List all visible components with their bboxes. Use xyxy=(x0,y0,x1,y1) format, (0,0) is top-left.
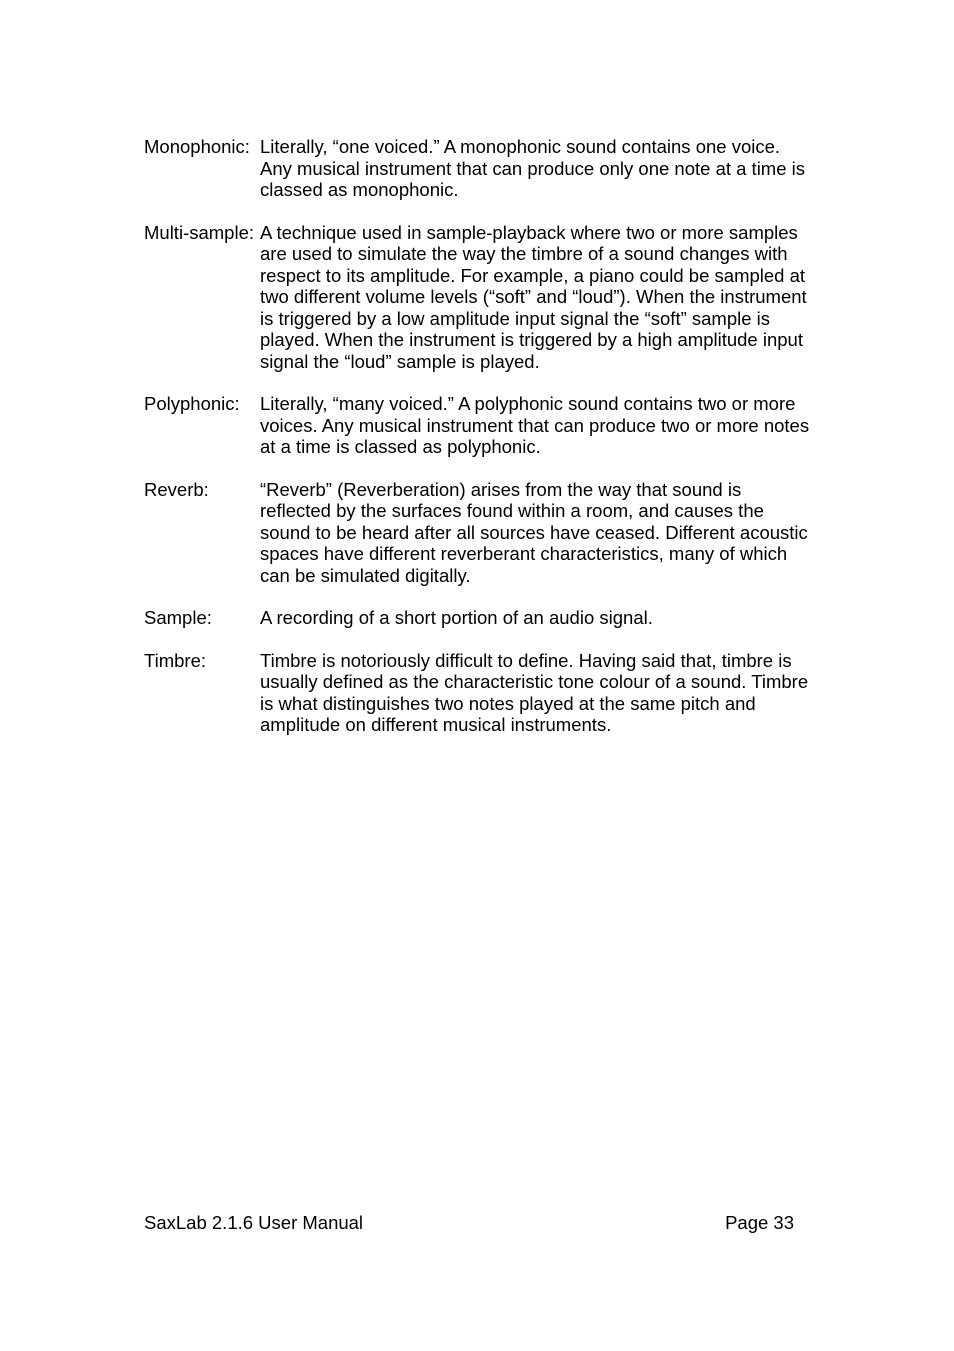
glossary-term: Polyphonic: xyxy=(144,393,240,414)
glossary-term: Sample: xyxy=(144,607,212,628)
glossary-entry-polyphonic xyxy=(144,393,814,458)
glossary-entry-multi-sample xyxy=(144,222,814,373)
glossary-list xyxy=(144,136,814,757)
glossary-term: Timbre: xyxy=(144,649,207,671)
glossary-term: Monophonic: xyxy=(144,136,250,157)
glossary-definition: Literally, “many voiced.” A polyphonic sound contains two or more voices. Any musical instrument that can produce two or more notes at a time is classed as polyphonic. xyxy=(260,393,810,457)
manual-title: SaxLab 2.1.6 User Manual xyxy=(144,1212,364,1233)
glossary-definition: A recording of a short portion of an audio signal. xyxy=(260,607,653,628)
page-number: Page 33 xyxy=(725,1212,794,1233)
glossary-entry-monophonic xyxy=(144,136,814,201)
glossary-term: Reverb: xyxy=(144,478,209,500)
glossary-entry-timbre xyxy=(144,650,814,736)
glossary-entry-sample xyxy=(144,607,814,629)
glossary-definition: Timbre is notoriously difficult to define. Having said that, timbre is usually defined as the characteristic tone colour of a sound. Timbre is what distinguishes two notes played at the same pitch and amplitude on different musical instruments. xyxy=(260,649,809,735)
glossary-definition: “Reverb” (Reverberation) arises from the way that sound is reflected by the surfaces found within a room, and causes the sound to be heard after all sources have ceased. Different acoustic spaces have different reverberant characteristics, many of which can be simulated digitally. xyxy=(260,478,808,586)
glossary-entry-reverb xyxy=(144,479,814,587)
glossary-definition: A technique used in sample-playback where two or more samples are used to simulate the way the timbre of a sound changes with respect to its amplitude. For example, a piano could be sampled at two different volume levels (“soft” and “loud”). When the instrument is triggered by a low amplitude input signal the “soft” sample is played. When the instrument is triggered by a high amplitude input signal the “loud” sample is played. xyxy=(260,221,807,372)
glossary-term: Multi-sample: xyxy=(144,221,254,243)
glossary-definition: Literally, “one voiced.” A monophonic sound contains one voice. Any musical instrument that can produce only one note at a time is classed as monophonic. xyxy=(260,136,806,200)
